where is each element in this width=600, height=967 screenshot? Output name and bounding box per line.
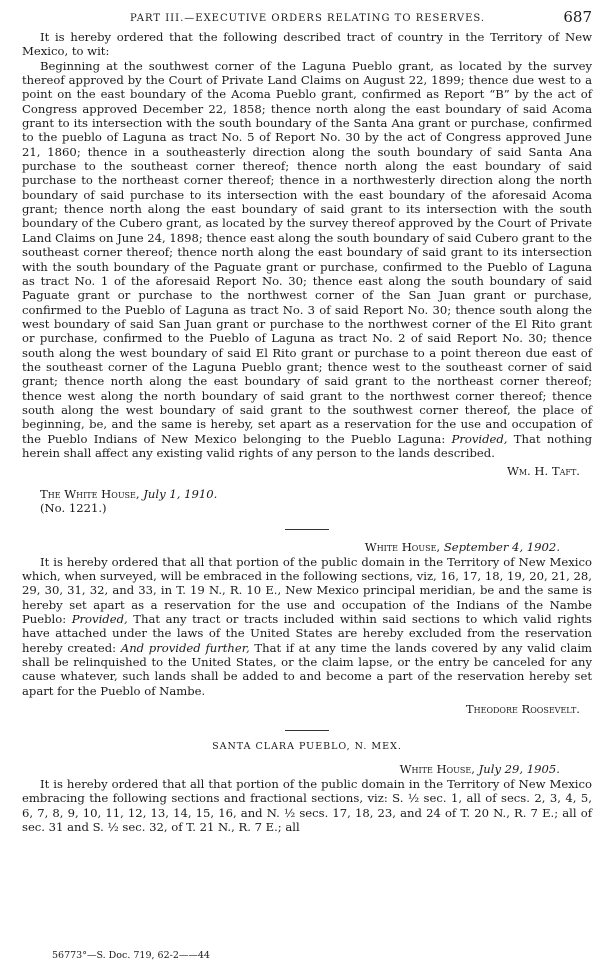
laguna-order [22,30,592,515]
section-divider [285,730,329,731]
proviso-text: That any tract or tracts included within said sections to which valid rights have attached under the laws of the United States are hereby excluded from the reservation hereby created: [22,612,592,655]
dateline [22,540,592,554]
document-page [22,8,592,834]
further-proviso-word: And provided further, [120,640,250,655]
section-divider [285,529,329,530]
order-date: September 4, 1902. [443,540,560,555]
order-body [22,59,592,461]
proviso-text: That nothing herein shall affect any existing valid rights of any person to the lands described. [22,431,592,460]
page-number: 687 [563,8,592,26]
signature: Wm. H. Taft. [506,464,580,479]
order-body [22,555,592,698]
order-text: It is hereby ordered that all that portion of the public domain in the Territory of New Mexico which, when surveyed, will be embraced in the following sections, viz, 16, 17, 18, 19, 20, 21, 28, 29, 30, 31, 32, and 33, in T. 19 N., R. 10 E., New Mexico principal meridian, be and the same is hereby set apart as a reservation for the use and occupation of the Indians of the Nambe Pueblo: [22,554,592,627]
nambe-order [22,540,592,716]
section-heading: SANTA CLARA PUEBLO, N. MEX. [212,741,402,753]
proviso-word: Provided, [71,612,128,627]
signature: Theodore Roosevelt. [465,702,580,717]
date-place: The White House, [40,486,140,501]
further-proviso-text: That if at any time the lands covered by any valid claim shall be relinquished to the United States, or the claim lapse, or the entry be canceled for any cause whatever, such lands shall be added to and become a part of the reservation hereby set apart for the Pueblo of Nambe. [22,640,593,698]
santa-clara-order [22,741,592,834]
order-body: It is hereby ordered that all that portion of the public domain in the Territory of New Mexico embracing the following sections and fractional sections, viz: S. ½ sec. 1, all of secs. 2, 3, 4, 5, 6, 7, 8, 9, 10, 11, 12, 13, 14, 15, 16, and N. ½ secs. 17, 18, 23, and 24 of T. 20 N., R. 7 E.; all of sec. 31 and S. ½ sec. 32, of T. 21 N., R. 7 E.; all [22,776,592,834]
dateline [22,762,592,776]
print-footer: 56773°—S. Doc. 719, 62-2——44 [52,950,210,961]
boundary-description: Beginning at the southwest corner of the Laguna Pueblo grant, as located by the survey thereof approved by the Court of Private Land Claims on August 22, 1899; thence due west to a point on the east boundary of the Acoma Pueblo grant, confirmed as Report “B” by the act of Congress approved December 22, 1858; thence north along the east boundary of said Acoma grant to its intersection with the south boundary of the Santa Ana grant or purchase, confirmed to the pueblo of Laguna as tract No. 5 of Report No. 30 by the act of Congress approved June 21, 1860; thence in a southeasterly direction along the south boundary of said Santa Ana purchase to the southeast corner thereof; thence north along the east boundary of said purchase to the northeast corner thereof; thence in a northwesterly direction along the north boundary of said purchase to its intersection with the east boundary of the aforesaid Acoma grant; thence north along the east boundary of said grant to its intersection with the south boundary of the Cubero grant, as located by the survey thereof approved by the Court of Private Land Claims on June 24, 1898; thence east along the south boundary of said Cubero grant to the southeast corner thereof; thence north along the east boundary of said grant to its intersection with the south boundary of the Paguate grant or purchase, confirmed to the Pueblo of Laguna as tract No. 1 of the aforesaid Report No. 30; thence east along the south boundary of said Paguate grant or purchase to the northwest corner of the San Juan grant or purchase, confirmed to the Pueblo of Laguna as tract No. 3 of said Report No. 30; thence south along the west boundary of said San Juan grant or purchase to the northwest corner of the El Rito grant or purchase, confirmed to the Pueblo of Laguna as tract No. 2 of said Report No. 30; thence south along the west boundary of said El Rito grant or purchase to a point thereon due east of the southeast corner of the Laguna Pueblo grant; thence west to the southeast corner of said grant; thence north along the east boundary of said grant to the northeast corner thereof; thence west along the north boundary of said grant to the northwest corner thereof; thence south along the west boundary of said grant to the southwest corner thereof, the place of beginning, be, and the same is hereby, set apart as a reservation for the use and occupation of the Pueblo Indians of New Mexico belonging to the Pueblo Laguna: [22,58,593,446]
order-intro: It is hereby ordered that the following described tract of country in the Territory of New Mexico, to wit: [22,30,592,59]
date-place: White House, [399,762,475,777]
dateline [22,487,592,501]
running-title: PART III.—EXECUTIVE ORDERS RELATING TO RESERVES. [130,13,486,24]
proviso-word: Provided, [451,431,508,446]
date-place: White House, [364,540,441,555]
order-date: July 1, 1910. [143,486,218,501]
order-date: July 29, 1905. [478,762,560,777]
order-number: (No. 1221.) [40,501,107,515]
page-header [22,8,592,30]
